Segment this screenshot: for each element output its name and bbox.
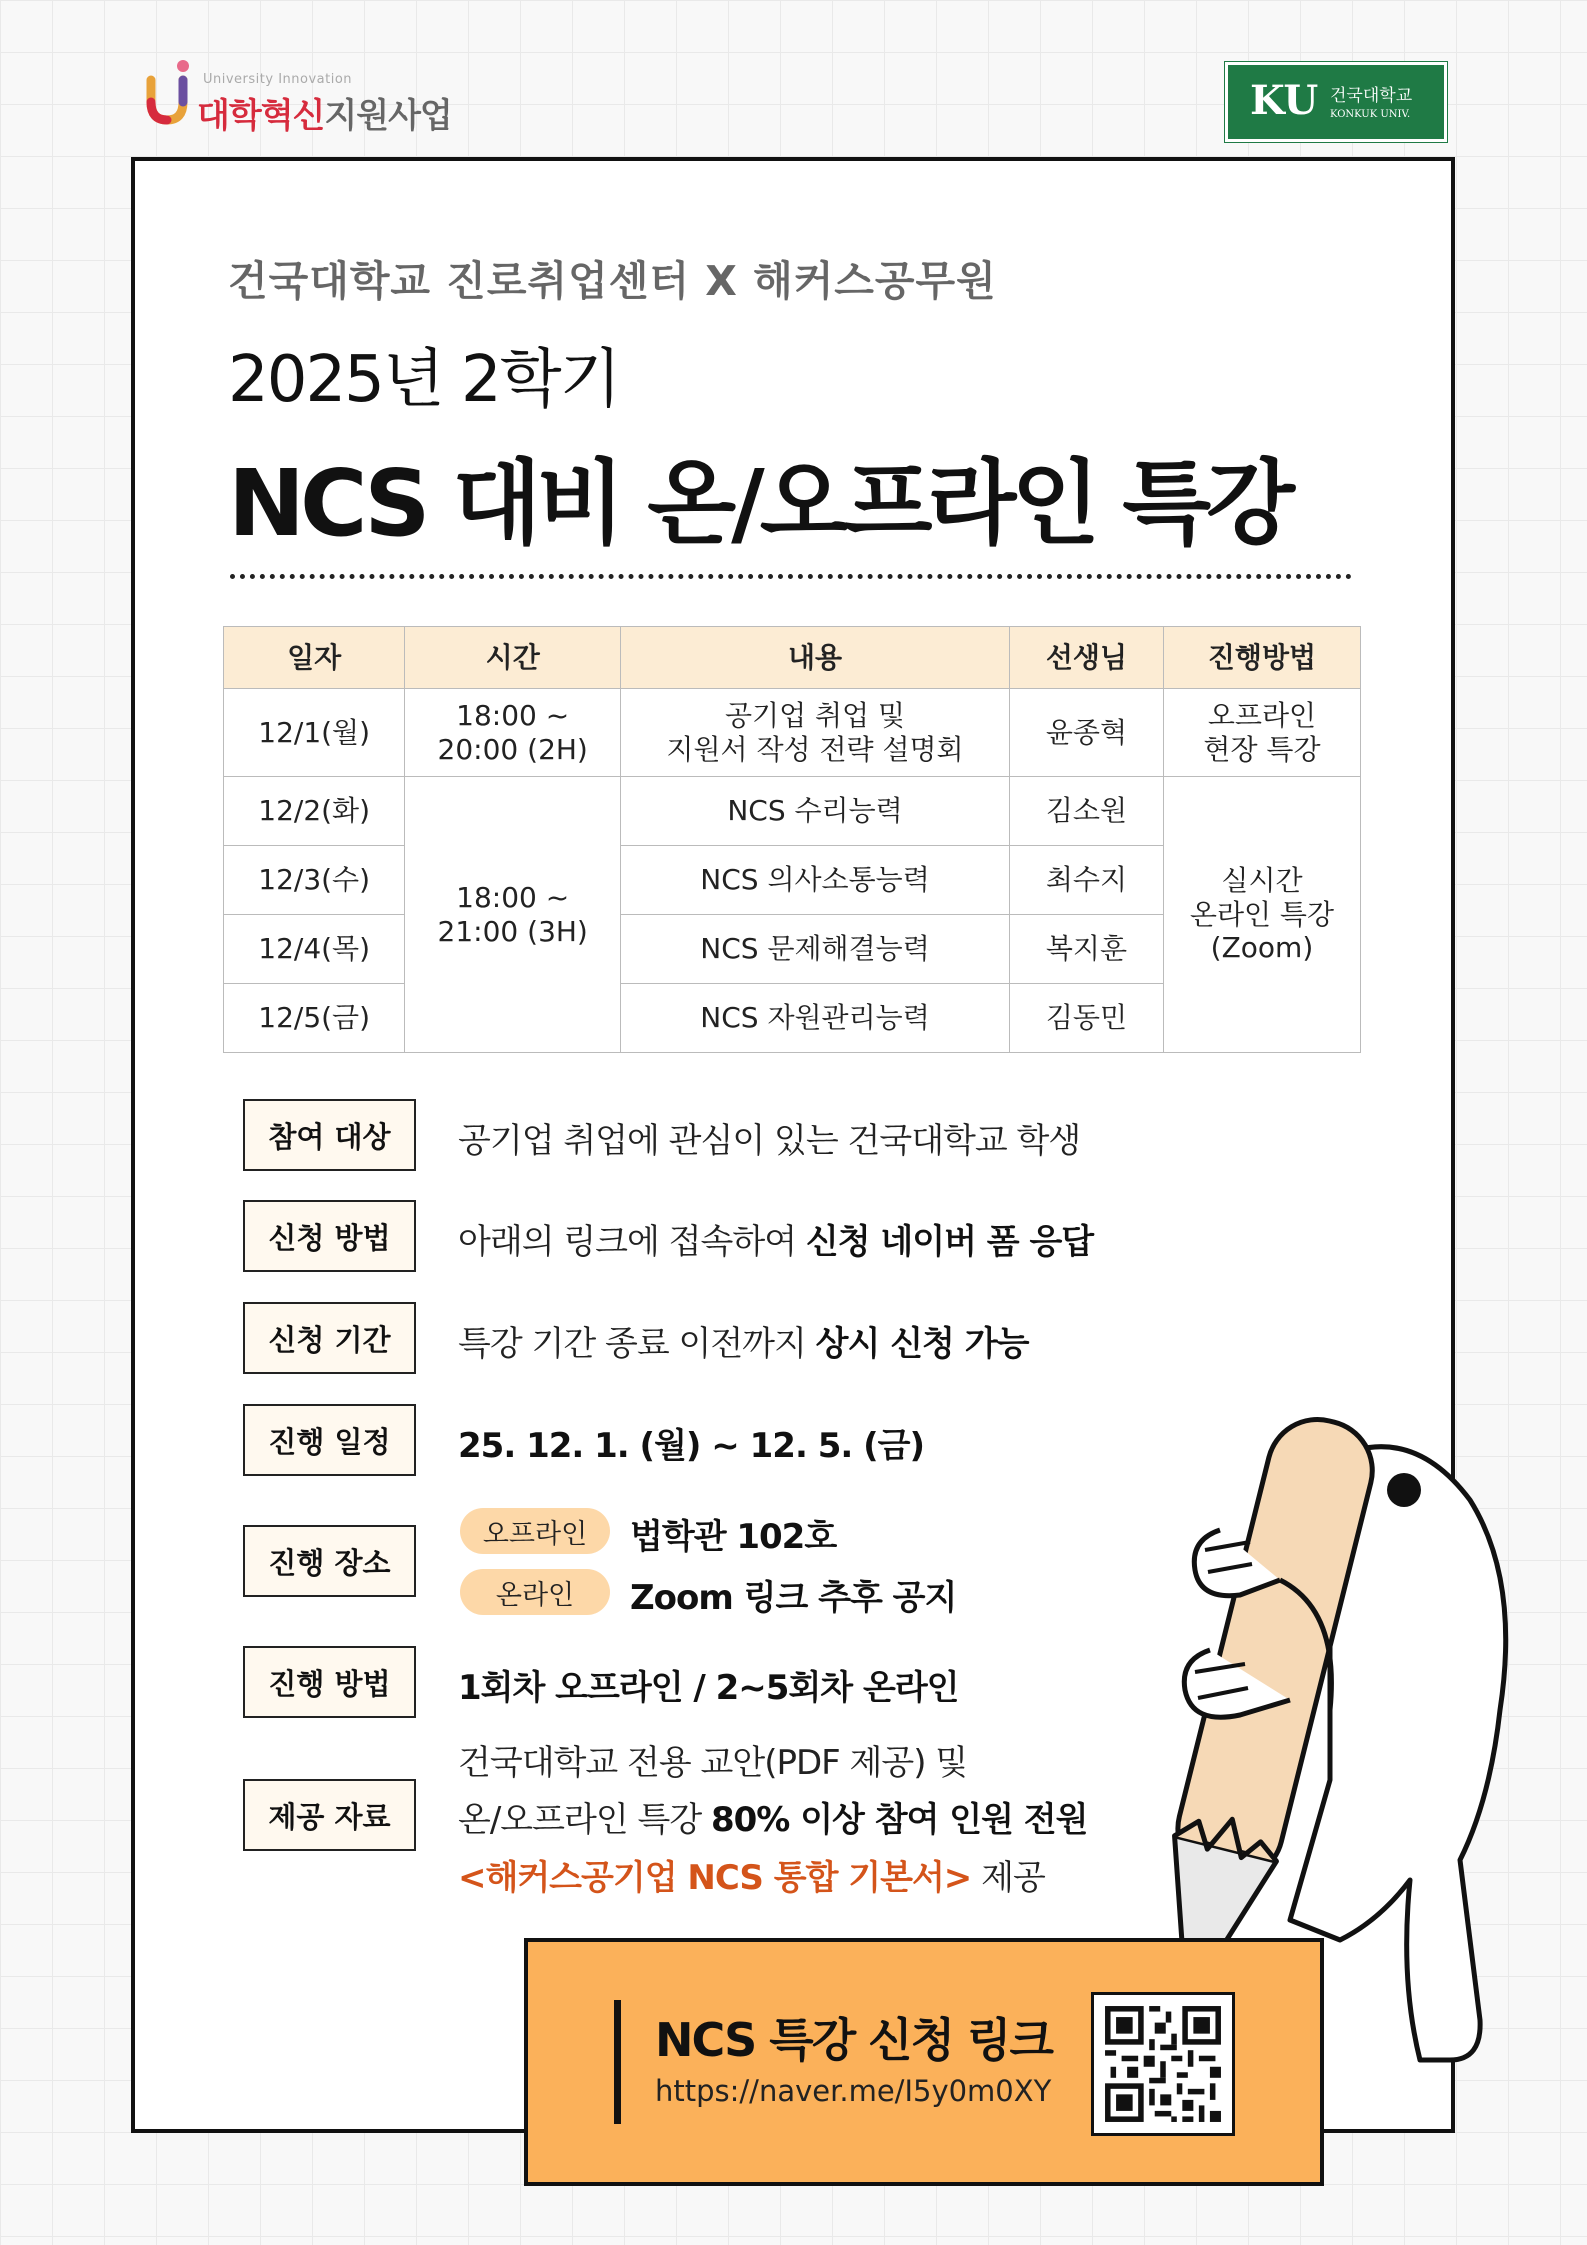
cell-date: 12/1(월): [224, 689, 405, 777]
cell-content: NCS 의사소통능력: [621, 846, 1010, 915]
ku-logo-english: KONKUK UNIV.: [1330, 109, 1411, 120]
cell-teacher: 복지훈: [1009, 915, 1163, 984]
qr-pattern: [1094, 1995, 1232, 2133]
place-label: 진행 장소: [243, 1525, 416, 1597]
progress-method-label: 진행 방법: [243, 1646, 416, 1718]
table-row: [224, 777, 1361, 846]
cell-date: 12/3(수): [224, 846, 405, 915]
target-value: 공기업 취업에 관심이 있는 건국대학교 학생: [458, 1121, 1081, 1161]
cell-time-merged: 18:00 ~ 21:00 (3H): [405, 777, 621, 1053]
apply-method-label: 신청 방법: [243, 1200, 416, 1272]
offline-place-value: 법학관 102호: [630, 1517, 837, 1557]
cell-content: 공기업 취업 및 지원서 작성 전략 설명회: [621, 689, 1010, 777]
col-header-method: 진행방법: [1163, 627, 1360, 689]
cell-content: NCS 수리능력: [621, 777, 1010, 846]
schedule-value: 25. 12. 1. (월) ~ 12. 5. (금): [458, 1426, 925, 1466]
schedule-label: 진행 일정: [243, 1404, 416, 1476]
link-accent-bar: [614, 2000, 621, 2124]
apply-period-label: 신청 기간: [243, 1302, 416, 1374]
table-header-row: [224, 627, 1361, 689]
qr-code-icon[interactable]: [1091, 1992, 1235, 2136]
apply-link-title: NCS 특강 신청 링크: [655, 2013, 1052, 2067]
apply-period-value: 특강 기간 종료 이전까지 상시 신청 가능: [458, 1324, 1029, 1364]
cell-content: NCS 문제해결능력: [621, 915, 1010, 984]
apply-link-url[interactable]: https://naver.me/I5y0m0XY: [655, 2074, 1052, 2108]
cell-content: NCS 자원관리능력: [621, 984, 1010, 1053]
online-pill: 온라인: [460, 1569, 610, 1615]
cell-teacher: 최수지: [1009, 846, 1163, 915]
ui-logo-mark-icon: [143, 58, 191, 128]
col-header-teacher: 선생님: [1009, 627, 1163, 689]
materials-label: 제공 자료: [243, 1779, 416, 1851]
apply-method-value: 아래의 링크에 접속하여 신청 네이버 폼 응답: [458, 1222, 1094, 1262]
col-header-content: 내용: [621, 627, 1010, 689]
cell-date: 12/5(금): [224, 984, 405, 1053]
cell-method: 오프라인 현장 특강: [1163, 689, 1360, 777]
ku-logo-mark: KU: [1250, 77, 1319, 124]
table-row: [224, 689, 1361, 777]
col-header-time: 시간: [405, 627, 621, 689]
ui-logo-text: 대학혁신지원사업: [197, 96, 452, 136]
cell-method-merged: 실시간 온라인 특강 (Zoom): [1163, 777, 1360, 1053]
materials-line-2: 온/오프라인 특강 80% 이상 참여 인원 전원: [458, 1800, 1088, 1840]
materials-line-3: <해커스공기업 NCS 통합 기본서> 제공: [458, 1858, 1045, 1898]
schedule-table: [223, 626, 1361, 1053]
cell-date: 12/4(목): [224, 915, 405, 984]
konkuk-university-logo: [1225, 62, 1447, 142]
col-header-date: 일자: [224, 627, 405, 689]
ku-logo-korean: 건국대학교: [1330, 86, 1413, 106]
cell-teacher: 김동민: [1009, 984, 1163, 1053]
poster-year: 2025년 2학기: [228, 343, 620, 417]
target-label: 참여 대상: [243, 1099, 416, 1171]
materials-line-1: 건국대학교 전용 교안(PDF 제공) 및: [458, 1743, 968, 1783]
poster-subtitle: 건국대학교 진로취업센터 X 해커스공무원: [228, 257, 997, 305]
poster-headline: NCS 대비 온/오프라인 특강: [228, 450, 1291, 557]
cell-time: 18:00 ~ 20:00 (2H): [405, 689, 621, 777]
cell-date: 12/2(화): [224, 777, 405, 846]
dotted-divider: [230, 574, 1352, 579]
ui-logo-subtext: University Innovation: [203, 72, 353, 87]
online-place-value: Zoom 링크 추후 공지: [630, 1578, 957, 1618]
offline-pill: 오프라인: [460, 1508, 610, 1554]
cell-teacher: 윤종혁: [1009, 689, 1163, 777]
cell-teacher: 김소원: [1009, 777, 1163, 846]
apply-link-box[interactable]: [524, 1938, 1324, 2186]
progress-method-value: 1회차 오프라인 / 2~5회차 온라인: [458, 1668, 959, 1708]
